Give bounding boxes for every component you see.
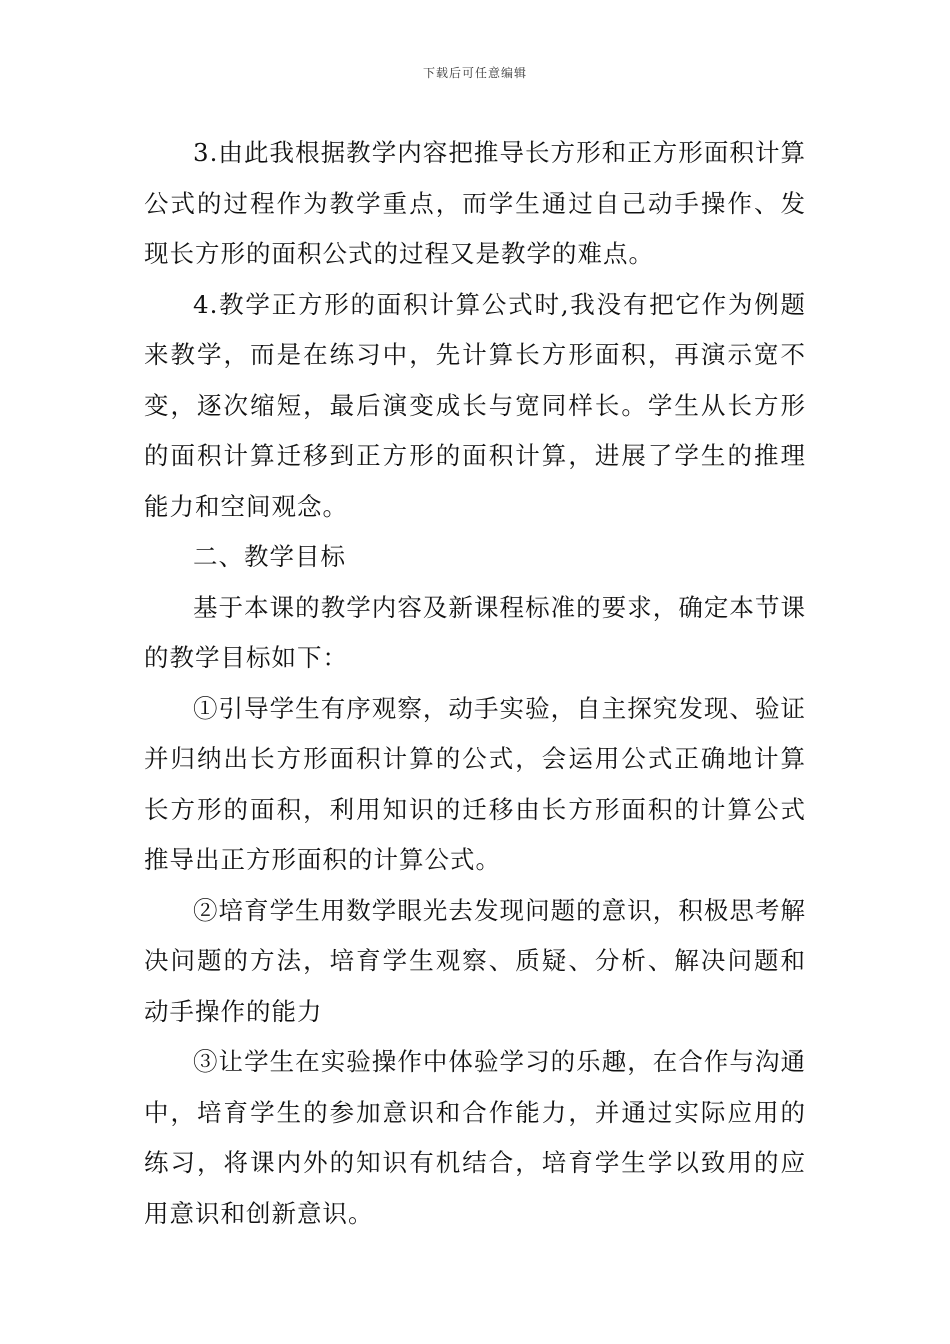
paragraph-objective-2: ②培育学生用数学眼光去发现问题的意识，积极思考解决问题的方法，培育学生观察、质疑、分析、解决问题和动手操作的能力 xyxy=(144,895,806,1026)
paragraph-objective-1: ①引导学生有序观察，动手实验，自主探究发现、验证并归纳出长方形面积计算的公式，会运用公式正确地计算长方形的面积，利用知识的迁移由长方形面积的计算公式推导出正方形面积的计算公式。 xyxy=(144,693,806,874)
paragraph-objectives-intro: 基于本课的教学内容及新课程标准的要求，确定本节课的教学目标如下： xyxy=(144,592,806,672)
document-body xyxy=(144,128,806,1239)
paragraph-square-formula: 4.教学正方形的面积计算公式时,我没有把它作为例题来教学，而是在练习中，先计算长方形面积，再演示宽不变，逐次缩短，最后演变成长与宽同样长。学生从长方形的面积计算迁移到正方形的面积计算，进展了学生的推理能力和空间观念。 xyxy=(144,289,806,521)
section-heading-objectives: 二、教学目标 xyxy=(193,542,346,571)
paragraph-objective-3: ③让学生在实验操作中体验学习的乐趣，在合作与沟通中，培育学生的参加意识和合作能力，并通过实际应用的练习，将课内外的知识有机结合，培育学生学以致用的应用意识和创新意识。 xyxy=(144,1047,806,1228)
header-note: 下载后可任意编辑 xyxy=(422,66,527,80)
paragraph-key-point: 3.由此我根据教学内容把推导长方形和正方形面积计算公式的过程作为教学重点，而学生通过自己动手操作、发现长方形的面积公式的过程又是教学的难点。 xyxy=(144,138,806,268)
